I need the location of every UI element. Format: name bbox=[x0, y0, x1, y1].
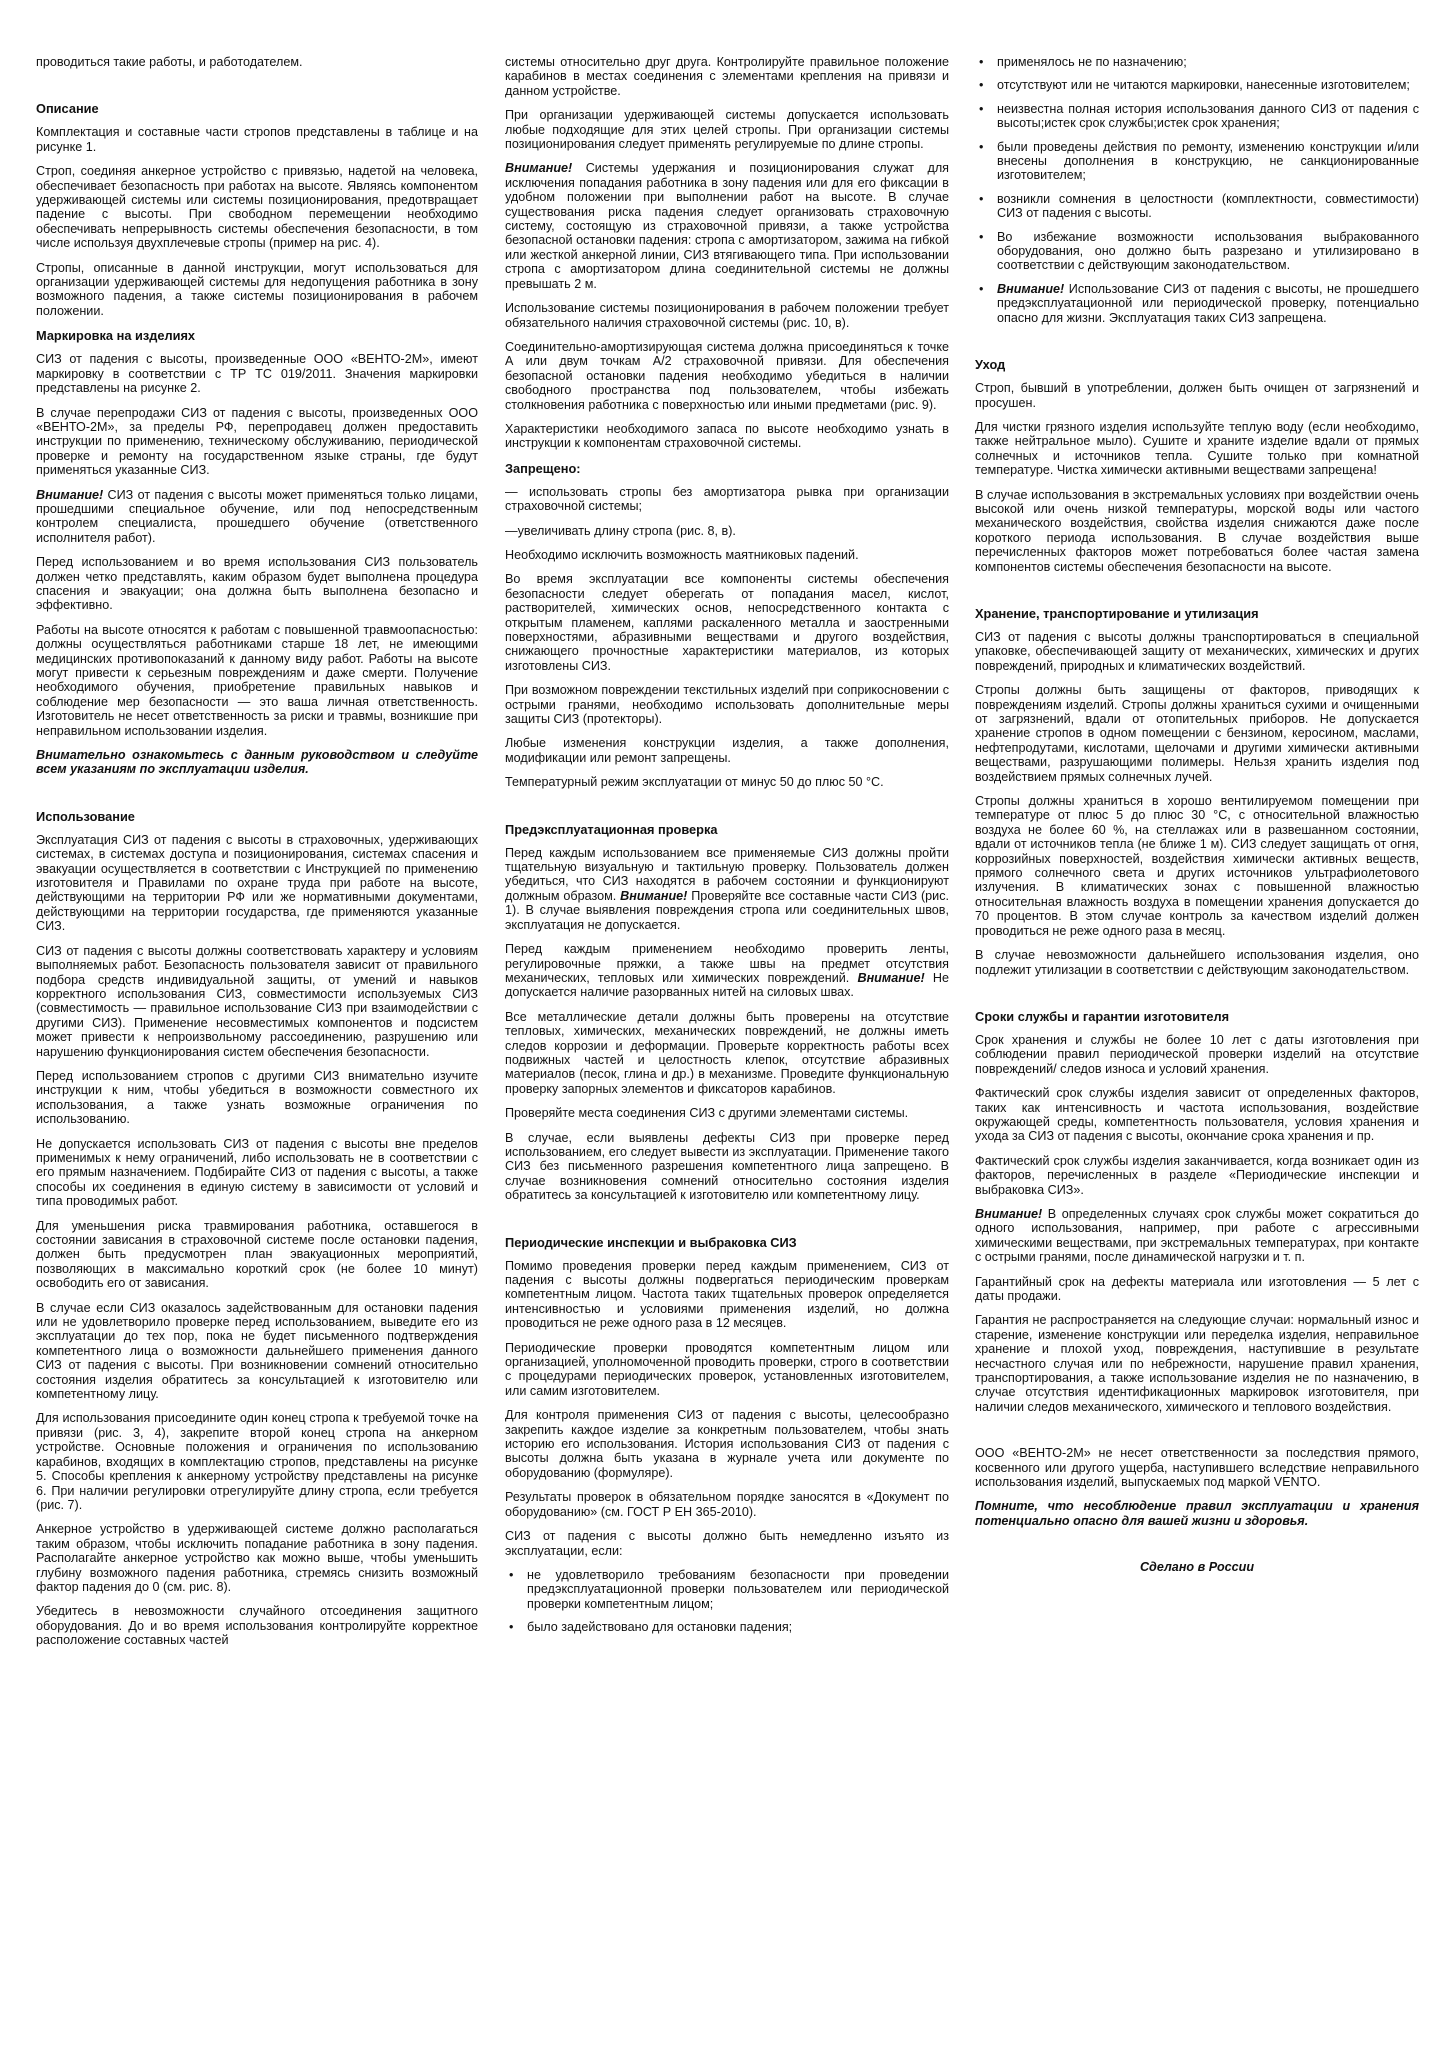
list-item-warning bbox=[975, 282, 1419, 325]
list-item: • применялось не по назначению; bbox=[975, 55, 1419, 69]
paragraph: проводиться такие работы, и работодателем. bbox=[36, 55, 303, 69]
section-heading-care: Уход bbox=[975, 357, 1006, 373]
list-item: • возникли сомнения в целостности (комплектности, совместимости) СИЗ от падения с высоты. bbox=[975, 192, 1419, 221]
warning-label: Внимание! bbox=[857, 970, 925, 985]
column-2 bbox=[505, 55, 949, 1645]
paragraph: Помимо проведения проверки перед каждым применением, СИЗ от падения с высоты должны подвергаться периодическим проверкам компетентным лицом. Частота таких тщательных проверок определяется интенсивностью и условиями применения изделий, но должна проводиться не реже одного раза в 12 месяцев. bbox=[505, 1258, 949, 1331]
paragraph: системы относительно друг друга. Контролируйте правильное положение карабинов в местах соединения с элементами крепления на привязи и данном устройстве. bbox=[505, 55, 949, 98]
section-heading-description: Описание bbox=[36, 101, 99, 117]
text: Проверяйте все составные части СИЗ (рис. 1). В случае выявления повреждения стропа или соединительных швов, эксплуатация не допускается. bbox=[505, 888, 949, 932]
list-item: • отсутствуют или не читаются маркировки, нанесенные изготовителем; bbox=[975, 78, 1419, 92]
list-item: • Во избежание возможности использования выбракованного оборудования, оно должно быть разрезано и утилизировано в соответствии с действующим законодательством. bbox=[975, 230, 1419, 273]
paragraph: Проверяйте места соединения СИЗ с другими элементами системы. bbox=[505, 1106, 909, 1121]
paragraph: Для чистки грязного изделия используйте теплую воду (если необходимо, также нейтральное мыло). Сушите и храните изделие вдали от прямых солнечных и источников тепла. Сушите только при комнатной температуре. Чистка химически активными веществами запрещена! bbox=[975, 419, 1419, 478]
paragraph: Гарантийный срок на дефекты материала или изготовления — 5 лет с даты продажи. bbox=[975, 1274, 1419, 1303]
column-1 bbox=[36, 55, 478, 1658]
paragraph: Фактический срок службы изделия заканчивается, когда возникает один из факторов, перечисленных в разделе «Периодические инспекции и выбраковка СИЗ». bbox=[975, 1153, 1419, 1197]
paragraph: В случае перепродажи СИЗ от падения с высоты, произведенных ООО «ВЕНТО-2М», за пределы РФ, перепродавец должен предоставить инструкции по применению, техническому обслуживанию, периодической проверке и ремонту на государственном языке страны, где будут применяться указанные СИЗ. bbox=[36, 405, 478, 478]
text: Не допускается наличие разорванных нитей на силовых швах. bbox=[505, 970, 949, 1000]
paragraph: В случае если СИЗ оказалось задействованным для остановки падения или не удовлетворило проверке перед использованием, выведите его из эксплуатации до тех пор, пока не будет письменного подтверждения компетентного лица о возможности дальнейшего применения данного СИЗ от падения с высоты. При возникновении сомнений относительно состояния изделия обратитесь за консультацией к изготовителю или компетентному лицу. bbox=[36, 1300, 478, 1402]
paragraph bbox=[505, 846, 949, 932]
paragraph: В случае невозможности дальнейшего использования изделия, оно подлежит утилизации в соответствии с действующим законодательством. bbox=[975, 948, 1419, 977]
paragraph-warning bbox=[36, 488, 478, 546]
warning-text: СИЗ от падения с высоты может применяться только лицами, прошедшими специальное обучение, или под непосредственным контролем специалиста, прошедшего обучение (ответственного исполнителя работ). bbox=[36, 487, 478, 545]
paragraph: Стропы должны храниться в хорошо вентилируемом помещении при температуре от плюс 5 до плюс 30 °С, с относительной влажностью воздуха не более 60 %, на стеллажах или в развешанном состоянии, вдали от источников тепла (не ближе 1 м). СИЗ следует защищать от огня, коррозийных поверхностей, воздействия химически активных веществ, прямого солнечного света и других источников ультрафиолетового излучения. В климатических зонах с повышенной влажностью относительная влажность воздуха в помещении хранения допускается до 70 процентов. В этом случае контроль за качеством изделий должен проводиться не реже одного раза в месяц. bbox=[975, 794, 1419, 938]
paragraph: Для использования присоедините один конец стропа к требуемой точке на привязи (рис. 3, 4), закрепите второй конец стропа на анкерном устройстве. Основные положения и ограничения по использованию карабинов, входящих в комплектацию стропов, представлены на рисунке 5. Способы крепления к анкерному устройству представлены на рисунке 6. При наличии регулировки отрегулируйте длину стропа, если требуется (рис. 7). bbox=[36, 1411, 478, 1512]
paragraph: Стропы, описанные в данной инструкции, могут использоваться для организации удерживающей системы для недопущения работника в зону возможного падения, а также системы позиционирования в рабочем положении. bbox=[36, 260, 478, 318]
withdrawal-list-continued bbox=[975, 55, 1419, 325]
paragraph: Все металлические детали должны быть проверены на отсутствие тепловых, химических, механических повреждений, не должны иметь следов коррозии и деформации. Проверьте корректность работы всех подвижных частей и целостность клепок, отсутствие абразивных материалов (песок, глина и др.) в механизме. Проведите функциональную проверку запорных элементов и фиксаторов карабинов. bbox=[505, 1009, 949, 1096]
paragraph: —увеличивать длину стропа (рис. 8, в). bbox=[505, 523, 736, 538]
paragraph-warning bbox=[975, 1207, 1419, 1265]
paragraph: Работы на высоте относятся к работам с повышенной травмоопасностью: должны осуществляться работниками старше 18 лет, не имеющими медицинских противопоказаний к данному виду работ. Работы на высоте могут привести к серьезным повреждениям и даже смерти. Получение необходимого обучения, приобретение правильных навыков и соблюдение мер безопасности — это ваша личная ответственность. Изготовитель не несет ответственность за риски и травмы, возникшие при неправильном использовании изделия. bbox=[36, 622, 478, 738]
warning-label: Внимание! bbox=[997, 281, 1065, 296]
paragraph: Для уменьшения риска травмирования работника, оставшегося в состоянии зависания в страховочной системе после остановки падения, должен быть предусмотрен план эвакуационных мероприятий, позволяющих в максимально короткий срок (не более 10 минут) освободить его от зависания. bbox=[36, 1218, 478, 1291]
paragraph: Использование системы позиционирования в рабочем положении требует обязательного наличия страховочной системы (рис. 10, в). bbox=[505, 301, 949, 330]
paragraph: Для контроля применения СИЗ от падения с высоты, целесообразно закрепить каждое изделие за конкретным пользователем, чтобы знать историю его использования. История использования СИЗ от падения с высоты должна быть указана в журнале учета или документе по оборудованию (формуляре). bbox=[505, 1408, 949, 1480]
paragraph: В случае использования в экстремальных условиях при воздействии очень высокой или очень низкой температуры, морской воды или частого механического воздействия, свойства изделия снижаются даже после короткого периода использования. В случае воздействия выше перечисленных факторов может потребоваться более частая замена компонентов системы обеспечения безопасности на высоте. bbox=[975, 487, 1419, 574]
section-heading-storage: Хранение, транспортирование и утилизация bbox=[975, 605, 1259, 621]
paragraph: При возможном повреждении текстильных изделий при соприкосновении с острыми гранями, необходимо использовать дополнительные меры защиты СИЗ (протекторы). bbox=[505, 683, 949, 727]
paragraph: Любые изменения конструкции изделия, а также дополнения, модификации или ремонт запрещены. bbox=[505, 736, 949, 765]
column-3 bbox=[975, 55, 1419, 1585]
paragraph: СИЗ от падения с высоты должны транспортироваться в специальной упаковке, обеспечивающей защиту от механических, химических и других повреждений, природных и климатических воздействий. bbox=[975, 629, 1419, 673]
made-in-russia: Сделано в России bbox=[1139, 1560, 1255, 1575]
emphasis-note: Помните, что несоблюдение правил эксплуатации и хранения потенциально опасно для вашей жизни и здоровья. bbox=[975, 1499, 1419, 1528]
section-heading-marking: Маркировка на изделиях bbox=[36, 328, 196, 344]
paragraph: СИЗ от падения с высоты, произведенные ООО «ВЕНТО-2М», имеют маркировку в соответствии с ТР ТС 019/2011. Значения маркировки представлены на рисунке 2. bbox=[36, 352, 478, 396]
paragraph: Стропы должны быть защищены от факторов, приводящих к повреждениям изделий. Стропы должны храниться сухими и очищенными от загрязнений, вдали от отопительных приборов. Не допускается хранение стропов в одном помещении с бензином, керосином, маслами, нефтепродутами, кислотами, щелочами и другими химически активными веществами, разрушающими полимеры. Нельзя хранить изделия под воздействием прямых солнечных лучей. bbox=[975, 683, 1419, 784]
section-heading-service-life: Сроки службы и гарантии изготовителя bbox=[975, 1008, 1230, 1024]
paragraph bbox=[505, 942, 949, 1000]
paragraph: Перед использованием и во время использования СИЗ пользователь должен четко представлять, каким образом будет выполнена процедура спасения и эвакуации; она должна быть выполнена безопасно и эффективно. bbox=[36, 555, 478, 613]
withdrawal-list bbox=[505, 1568, 949, 1635]
paragraph: Фактический срок службы изделия зависит от определенных факторов, таких как интенсивность и частота использования, воздействие окружающей среды, компетентность пользователя, условия хранения и ухода за СИЗ от падения с высоты, окончание срока хранения и пр. bbox=[975, 1086, 1419, 1144]
paragraph: Убедитесь в невозможности случайного отсоединения защитного оборудования. До и во время использования контролируйте корректное расположение составных частей bbox=[36, 1604, 478, 1648]
paragraph: Периодические проверки проводятся компетентным лицом или организацией, уполномоченной проводить проверки, строго в соответствии с процедурами периодических проверок, установленных изготовителем, или самим изготовителем. bbox=[505, 1340, 949, 1398]
paragraph: Строп, соединяя анкерное устройство с привязью, надетой на человека, обеспечивает безопасность при работах на высоте. Являясь компонентом удерживающей системы или системы позиционирования, предотвращает падение с высоты. При свободном перемещении необходимо обеспечивать непрерывность системы обеспечения безопасности, в том числе используя двухплечевые стропы (пример на рис. 4). bbox=[36, 164, 478, 251]
warning-text: Системы удержания и позиционирования служат для исключения попадания работника в зону падения или для его фиксации в удобном положении при выполнении работ на высоте. В случае существования риска падения следует организовать страховочную систему, состоящую из страховочной привязи, а также устройства безопасной остановки падения: стропа с амортизатором, зажима на гибкой или жесткой анкерной линии, СИЗ втягивающего типа. При использовании стропа с амортизатором длина соединительной системы не должны превышать 2 м. bbox=[505, 161, 949, 291]
list-item: • было задействовано для остановки падения; bbox=[505, 1620, 949, 1634]
paragraph: Эксплуатация СИЗ от падения с высоты в страховочных, удерживающих системах, в системах доступа и позиционирования, системах спасения и эвакуации осуществляется в соответствии с Инструкцией по применению изготовителя и Правилами по охране труда при работе на высоте, действующими на территории РФ или же нормативными документами, действующими на территории государства, где применяются указанные СИЗ. bbox=[36, 832, 478, 934]
paragraph: Необходимо исключить возможность маятниковых падений. bbox=[505, 547, 859, 562]
paragraph: Не допускается использовать СИЗ от падения с высоты вне пределов применимых к нему ограничений, либо использовать не в соответствии с его прямым назначением. Подбирайте СИЗ от падения с высоты, а также способы их соединения в единую систему в зависимости от условий и типа проводимых работ. bbox=[36, 1136, 478, 1209]
section-heading-forbidden: Запрещено: bbox=[505, 460, 581, 476]
paragraph: Срок хранения и службы не более 10 лет с даты изготовления при соблюдении правил периодической проверки изделий на отсутствие повреждений/ следов износа и условий хранения. bbox=[975, 1032, 1419, 1076]
text: Перед каждым применением необходимо проверить ленты, регулировочные пряжки, а также швы на предмет отсутствия механических, тепловых или химических повреждений. bbox=[505, 942, 949, 985]
paragraph: В случае, если выявлены дефекты СИЗ при проверке перед использованием, его следует вывести из эксплуатации. Применение такого СИЗ без письменного разрешения компетентного лица запрещено. В случае возникновения сомнений относительно состояния изделия обратитесь за консультацией к изготовителю или компетентному лицу. bbox=[505, 1130, 949, 1203]
paragraph: Анкерное устройство в удерживающей системе должно располагаться таким образом, чтобы исключить попадание работника в зону падения. Располагайте анкерное устройство как можно выше, чтобы уменьшить глубину возможного падения работника, стремясь снизить возможный фактор падения до 0 (см. рис. 8). bbox=[36, 1522, 478, 1594]
section-heading-usage: Использование bbox=[36, 808, 135, 824]
paragraph: Гарантия не распространяется на следующие случаи: нормальный износ и старение, изменение конструкции или переделка изделия, неправильное хранение и плохой уход, повреждения, наступившие в результате несчастного случая или по небрежности, нарушение правил хранения, транспортирования, а также использование изделия не по назначению, в случае отсутствия идентификационных маркировок изготовителя, при наличии следов механического, химического и теплового воздействия. bbox=[975, 1313, 1419, 1414]
paragraph: СИЗ от падения с высоты должно быть немедленно изъято из эксплуатации, если: bbox=[505, 1529, 949, 1558]
warning-label: Внимание! bbox=[620, 888, 688, 903]
section-heading-pre-use-check: Предэксплуатационная проверка bbox=[505, 821, 718, 837]
paragraph: При организации удерживающей системы допускается использовать любые подходящие для этих целей стропы. При организации системы позиционирования следует применять регулируемые по длине стропы. bbox=[505, 108, 949, 152]
paragraph: Перед использованием стропов с другими СИЗ внимательно изучите инструкции к ним, чтобы убедиться в возможности совместного их использования, а также узнать возможные ограничения по использованию. bbox=[36, 1068, 478, 1127]
paragraph: Характеристики необходимого запаса по высоте необходимо узнать в инструкции к компонентам страховочной системы. bbox=[505, 421, 949, 451]
paragraph: Соединительно-амортизирующая система должна присоединяться к точке А или двум точкам А/2 страховочной привязи. Для обеспечения безопасной остановки падения необходимо убедиться в наличии свободного пространства под пользователем, чтобы избежать столкновения работника с поверхностью или иными предметами (рис. 9). bbox=[505, 339, 949, 412]
emphasis-note: Внимательно ознакомьтесь с данным руководством и следуйте всем указаниям по эксплуатации изделия. bbox=[36, 748, 478, 777]
paragraph: Комплектация и составные части стропов представлены в таблице и на рисунке 1. bbox=[36, 125, 478, 154]
paragraph: ООО «ВЕНТО-2М» не несет ответственности за последствия прямого, косвенного или другого ущерба, наступившего вследствие неправильного использования изделий, выпускаемых под маркой VENTO. bbox=[975, 1446, 1419, 1490]
list-item: • были проведены действия по ремонту, изменению конструкции и/или внесены дополнения в конструкцию, не санкционированные изготовителем; bbox=[975, 140, 1419, 183]
section-heading-periodic-inspection: Периодические инспекции и выбраковка СИЗ bbox=[505, 1234, 797, 1250]
warning-label: Внимание! bbox=[505, 161, 573, 176]
paragraph-warning bbox=[505, 161, 949, 291]
list-item: • неизвестна полная история использования данного СИЗ от падения с высоты;истек срок службы;истек срок хранения; bbox=[975, 102, 1419, 131]
paragraph: СИЗ от падения с высоты должны соответствовать характеру и условиям выполняемых работ. Безопасность пользователя зависит от правильного подбора средств индивидуальной защиты, от умений и навыков корректного использования СИЗ, совместимости используемых СИЗ (совместимость — правильное использование СИЗ при взаимодействии с другими СИЗ). Применение несовместимых компонентов и подсистем может привести к непроизвольному рассоединению, разрушению или нарушению функционирования систем обеспечения безопасности. bbox=[36, 943, 478, 1059]
paragraph: Температурный режим эксплуатации от минус 50 до плюс 50 °С. bbox=[505, 775, 884, 790]
warning-label: Внимание! bbox=[975, 1206, 1043, 1221]
paragraph: Результаты проверок в обязательном порядке заносятся в «Документ по оборудованию» (см. ГОСТ Р ЕН 365-2010). bbox=[505, 1490, 949, 1519]
paragraph: — использовать стропы без амортизатора рывка при организации страховочной системы; bbox=[505, 484, 949, 514]
text: Перед каждым использованием все применяемые СИЗ должны пройти тщательную визуальную и тактильную проверку. Пользователь должен убедиться, что СИЗ находятся в рабочем состоянии и функционируют должным образом. bbox=[505, 845, 949, 903]
warning-label: Внимание! bbox=[36, 487, 104, 502]
paragraph: Во время эксплуатации все компоненты системы обеспечения безопасности следует оберегать от попадания масел, кислот, растворителей, химических основ, непосредственного контакта с открытым пламенем, каплями раскаленного металла и заостренными поверхностями, абразивными веществами и другого воздействия, снижающего прочностные характеристики материалов, из которых изготовлены СИЗ. bbox=[505, 572, 949, 673]
list-item: • не удовлетворило требованиям безопасности при проведении предэксплуатационной проверки пользователем или периодической проверки компетентным лицом; bbox=[505, 1568, 949, 1611]
warning-text: В определенных случаях срок службы может сократиться до одного использования, например, при работе с агрессивными химическими веществами, при экстремальных температурах, при контакте с острыми гранями, после динамической нагрузки и т. п. bbox=[975, 1206, 1419, 1265]
paragraph: Строп, бывший в употреблении, должен быть очищен от загрязнений и просушен. bbox=[975, 381, 1419, 410]
warning-text: Использование СИЗ от падения с высоты, не прошедшего предэксплуатационной или периодической проверку, потенциально опасно для жизни. Эксплуатация таких СИЗ запрещена. bbox=[997, 281, 1419, 325]
